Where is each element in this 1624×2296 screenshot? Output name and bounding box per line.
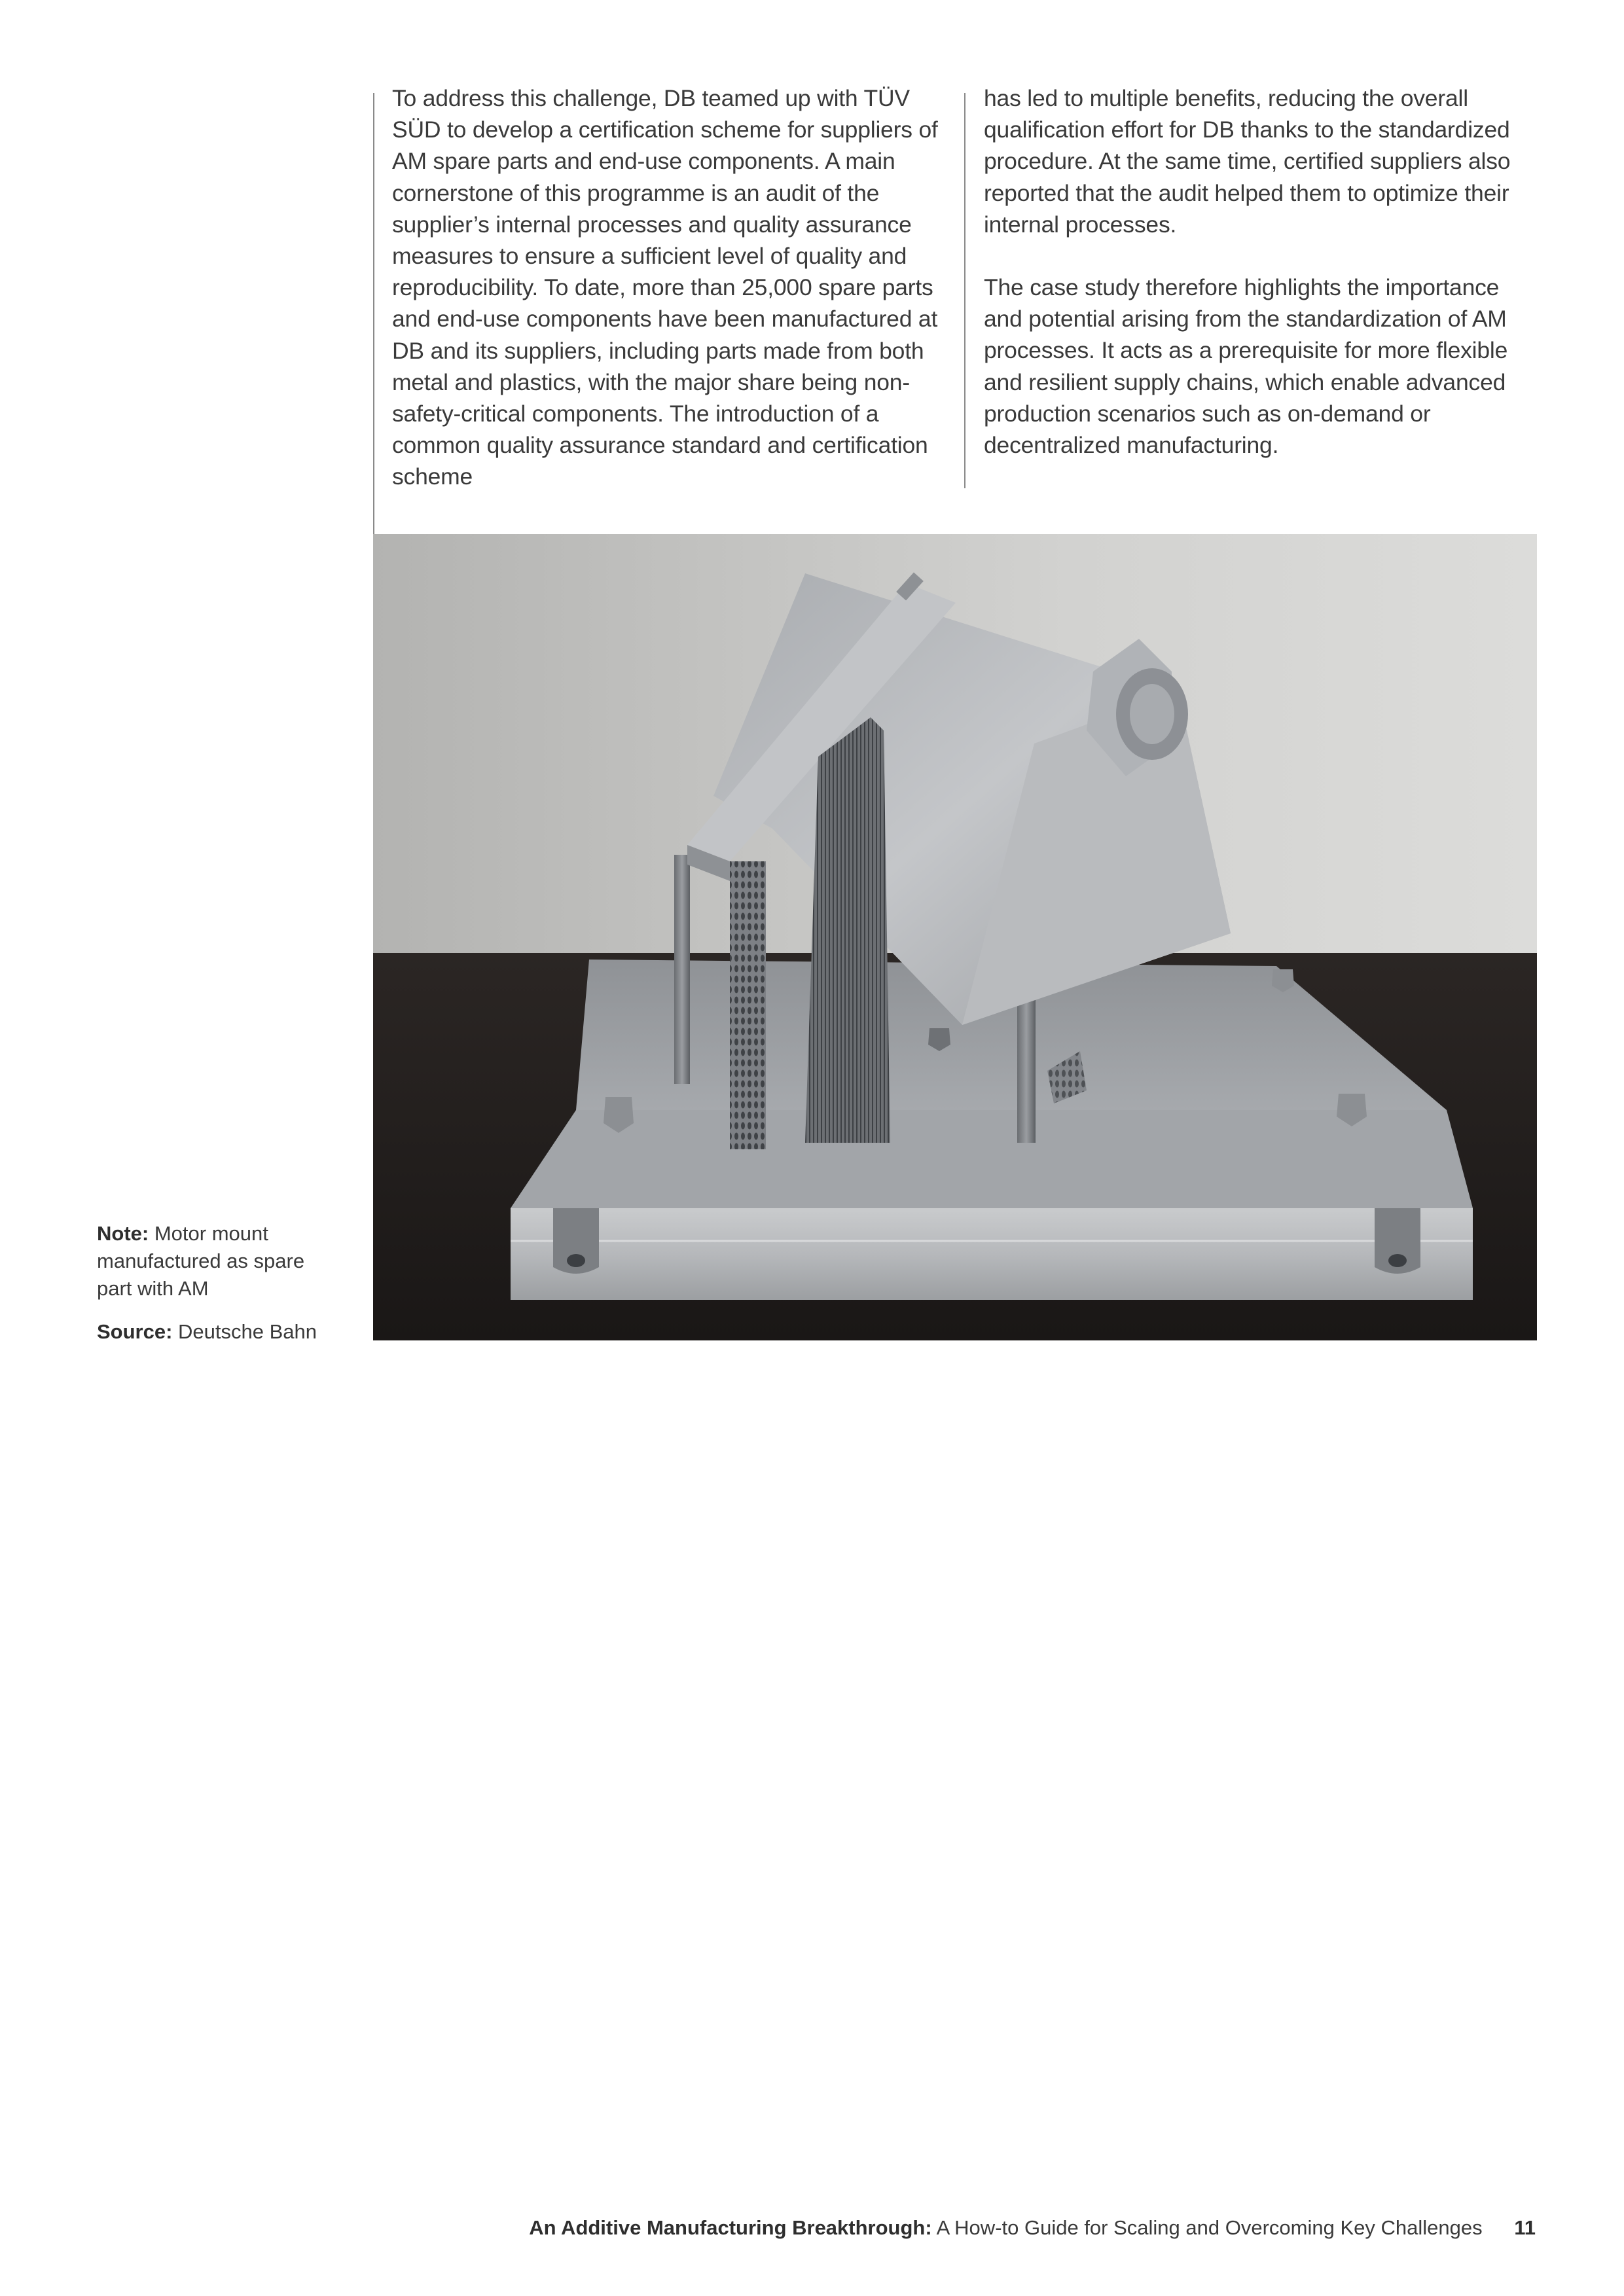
motor-mount-illustration [373,534,1537,1340]
body-paragraph: has led to multiple benefits, reducing the overall qualification effort for DB thanks to the standardized procedure. At the same time, certified suppliers also reported that the audit helped them to optimize their internal processes. [984,85,1511,238]
source-label: Source: [97,1320,173,1343]
body-paragraph: The case study therefore highlights the importance and potential arising from the standardization of AM processes. It acts as a prerequisite for more flexible and resilient supply chains, which enable advanced production scenarios such as on-demand or decentralized manufacturing. [984,274,1508,459]
left-column-rule [373,93,374,535]
figure-note [97,1220,333,1302]
body-column-1 [392,82,948,493]
page-footer [529,2215,1536,2241]
note-label: Note: [97,1222,149,1245]
motor-mount-photo [373,534,1537,1340]
column-divider-rule [964,93,965,488]
body-paragraph: To address this challenge, DB teamed up with TÜV SÜD to develop a certification scheme for suppliers of AM spare parts and end-use components. A main cornerstone of this programme is an audit of the supplier’s internal processes and quality assurance measures to ensure a sufficient level of quality and reproducibility. To date, more than 25,000 spare parts and end-use components have been manufactured at DB and its suppliers, including parts made from both metal and plastics, with the major share being non-safety-critical components. The introduction of a common quality assurance standard and certification scheme [392,85,938,490]
note-text: Motor mount manufactured as spare part with AM [97,1222,305,1300]
page-number: 11 [1514,2216,1536,2239]
footer-title-rest: A How-to Guide for Scaling and Overcoming Key Challenges [936,2216,1483,2239]
footer-title-bold: An Additive Manufacturing Breakthrough: [529,2216,932,2239]
figure-source [97,1318,333,1346]
body-column-2 [984,82,1540,461]
source-text: Deutsche Bahn [178,1320,317,1343]
